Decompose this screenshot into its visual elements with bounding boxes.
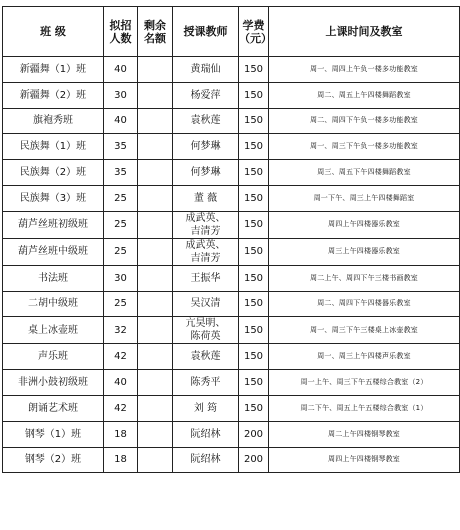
schedule-cell: 周二上午四楼钢琴教室: [269, 421, 460, 447]
header-fee: [239, 7, 272, 57]
schedule-cell: 周四上午四楼钢琴教室: [269, 447, 460, 473]
table-row: [3, 238, 460, 265]
class-name-cell: 桌上冰壶班: [3, 317, 104, 344]
enroll-count-cell: 18: [104, 447, 138, 473]
teacher-name: 亢昊明、: [185, 318, 226, 330]
table-row: [3, 447, 460, 473]
remaining-cell: [138, 395, 173, 421]
fee-cell: 150: [239, 370, 269, 396]
teacher-cell: 刘 筠: [173, 395, 239, 421]
teacher-cell: 何梦琳: [173, 134, 239, 160]
schedule-cell: 周二、周五上午四楼舞蹈教室: [269, 82, 460, 108]
class-name-cell: 声乐班: [3, 344, 104, 370]
teacher-cell: 杨爱萍: [173, 82, 239, 108]
enroll-count-cell: 42: [104, 344, 138, 370]
remaining-cell: [138, 108, 173, 134]
remaining-cell: [138, 317, 173, 344]
fee-cell: 150: [239, 160, 269, 186]
teacher-cell: 何梦琳: [173, 160, 239, 186]
remaining-cell: [138, 82, 173, 108]
teacher-cell: [173, 238, 239, 265]
schedule-cell: 周三、周五下午四楼舞蹈教室: [269, 160, 460, 186]
table-row: [3, 211, 460, 238]
header-enroll-line1: 拟招: [109, 18, 132, 32]
header-class: 班 级: [3, 7, 104, 57]
header-remaining: [138, 7, 173, 57]
enroll-count-cell: 40: [104, 57, 138, 83]
schedule-cell: 周一、周三下午三楼桌上冰壶教室: [269, 317, 460, 344]
class-name-cell: 钢琴（1）班: [3, 421, 104, 447]
fee-cell: 150: [239, 291, 269, 317]
table-row: [3, 108, 460, 134]
remaining-cell: [138, 370, 173, 396]
table-row: [3, 160, 460, 186]
table-row: [3, 265, 460, 291]
enroll-count-cell: 35: [104, 134, 138, 160]
class-name-cell: 新疆舞（1）班: [3, 57, 104, 83]
enroll-count-cell: 18: [104, 421, 138, 447]
fee-cell: 150: [239, 265, 269, 291]
teacher-cell: 董 薇: [173, 185, 239, 211]
enroll-count-cell: 40: [104, 108, 138, 134]
class-name-cell: 民族舞（3）班: [3, 185, 104, 211]
fee-cell: 200: [239, 421, 269, 447]
enroll-count-cell: 25: [104, 291, 138, 317]
class-name-cell: 旗袍秀班: [3, 108, 104, 134]
header-enroll-count: [104, 7, 138, 57]
schedule-cell: 周二上午、周四下午三楼书画教室: [269, 265, 460, 291]
teacher-cell: [173, 317, 239, 344]
schedule-cell: 周二下午、周五上午五楼综合教室（1）: [269, 395, 460, 421]
teacher-cell: 王振华: [173, 265, 239, 291]
enroll-count-cell: 40: [104, 370, 138, 396]
teacher-cell: 阮绍林: [173, 447, 239, 473]
table-row: [3, 134, 460, 160]
class-name-cell: 钢琴（2）班: [3, 447, 104, 473]
table-row: [3, 185, 460, 211]
table-row: [3, 421, 460, 447]
table-row: [3, 317, 460, 344]
enroll-count-cell: 30: [104, 82, 138, 108]
class-name-cell: 二胡中级班: [3, 291, 104, 317]
fee-cell: 150: [239, 238, 269, 265]
teacher-cell: 陈秀平: [173, 370, 239, 396]
teacher-name-2: 陈荷英: [190, 331, 221, 343]
table-row: [3, 291, 460, 317]
class-name-cell: 民族舞（1）班: [3, 134, 104, 160]
remaining-cell: [138, 57, 173, 83]
teacher-name: 成武英、: [185, 212, 226, 224]
table-row: [3, 344, 460, 370]
enroll-count-cell: 25: [104, 238, 138, 265]
fee-cell: 150: [239, 344, 269, 370]
remaining-cell: [138, 291, 173, 317]
header-fee-line1: 学费: [242, 18, 265, 32]
class-name-cell: 朗诵艺术班: [3, 395, 104, 421]
course-schedule-table: [2, 6, 460, 473]
fee-cell: 150: [239, 57, 269, 83]
schedule-cell: 周一、周三下午负一楼多功能教室: [269, 134, 460, 160]
enroll-count-cell: 35: [104, 160, 138, 186]
table-row: [3, 57, 460, 83]
fee-cell: 150: [239, 317, 269, 344]
teacher-cell: 袁秋莲: [173, 344, 239, 370]
header-row: [3, 7, 460, 57]
class-name-cell: 新疆舞（2）班: [3, 82, 104, 108]
schedule-cell: 周二、周四下午负一楼多功能教室: [269, 108, 460, 134]
fee-cell: 150: [239, 134, 269, 160]
remaining-cell: [138, 238, 173, 265]
teacher-cell: 袁秋莲: [173, 108, 239, 134]
schedule-cell: 周一、周三上午四楼声乐教室: [269, 344, 460, 370]
teacher-name-2: 吉清芳: [190, 252, 221, 264]
remaining-cell: [138, 185, 173, 211]
class-name-cell: 民族舞（2）班: [3, 160, 104, 186]
enroll-count-cell: 42: [104, 395, 138, 421]
class-name-cell: 葫芦丝班中级班: [3, 238, 104, 265]
fee-cell: 150: [239, 82, 269, 108]
table-row: [3, 370, 460, 396]
schedule-cell: 周四上午四楼器乐教室: [269, 211, 460, 238]
header-fee-line2: （元）: [239, 31, 272, 45]
table-row: [3, 395, 460, 421]
enroll-count-cell: 25: [104, 185, 138, 211]
teacher-cell: 吴汉清: [173, 291, 239, 317]
remaining-cell: [138, 160, 173, 186]
teacher-name: 成武英、: [185, 239, 226, 251]
schedule-cell: 周二、周四下午四楼器乐教室: [269, 291, 460, 317]
remaining-cell: [138, 421, 173, 447]
class-name-cell: 书法班: [3, 265, 104, 291]
table-row: [3, 82, 460, 108]
header-remaining-line1: 剩余: [144, 18, 166, 32]
schedule-cell: 周一下午、周三上午四楼舞蹈室: [269, 185, 460, 211]
remaining-cell: [138, 447, 173, 473]
remaining-cell: [138, 344, 173, 370]
enroll-count-cell: 32: [104, 317, 138, 344]
remaining-cell: [138, 265, 173, 291]
class-name-cell: 非洲小鼓初级班: [3, 370, 104, 396]
fee-cell: 150: [239, 185, 269, 211]
header-enroll-line2: 人数: [109, 31, 132, 45]
header-teacher: 授课教师: [173, 7, 239, 57]
teacher-cell: 黄瑞仙: [173, 57, 239, 83]
teacher-cell: [173, 211, 239, 238]
schedule-cell: 周三上午四楼器乐教室: [269, 238, 460, 265]
teacher-cell: 阮绍林: [173, 421, 239, 447]
class-name-cell: 葫芦丝班初级班: [3, 211, 104, 238]
schedule-cell: 周一上午、周三下午五楼综合教室（2）: [269, 370, 460, 396]
header-schedule: 上课时间及教室: [269, 7, 460, 57]
remaining-cell: [138, 211, 173, 238]
fee-cell: 150: [239, 395, 269, 421]
header-remaining-line2: 名额: [144, 31, 166, 45]
fee-cell: 150: [239, 108, 269, 134]
fee-cell: 150: [239, 211, 269, 238]
schedule-cell: 周一、周四上午负一楼多功能教室: [269, 57, 460, 83]
fee-cell: 200: [239, 447, 269, 473]
remaining-cell: [138, 134, 173, 160]
teacher-name-2: 吉清芳: [190, 225, 221, 237]
enroll-count-cell: 30: [104, 265, 138, 291]
enroll-count-cell: 25: [104, 211, 138, 238]
